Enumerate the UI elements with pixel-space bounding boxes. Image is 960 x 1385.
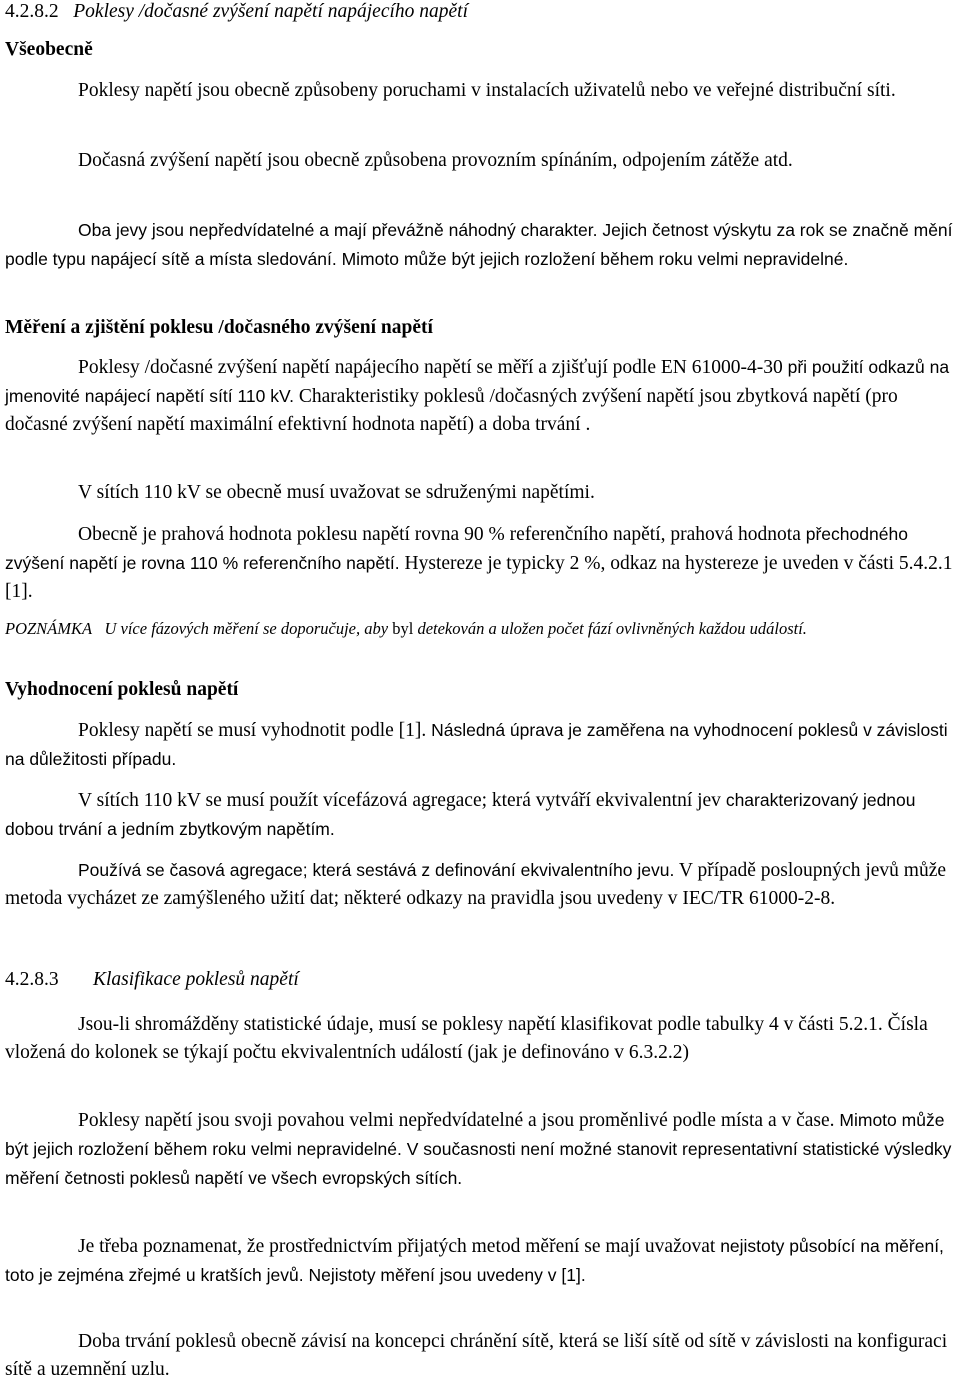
paragraph-classification-2: Poklesy napětí jsou svoji povahou velmi nepředvídatelné a jsou proměnlivé podle místa a v čase. Mimoto může být jejich rozložení během roku velmi nepravidelné. V současnosti není možné stanovit representativní statistické výsledky měření četnosti poklesů napětí ve všech evropských sítích. bbox=[5, 1110, 952, 1188]
section-number: 4.2.8.2 bbox=[5, 1, 59, 22]
paragraph-classification-3: Je třeba poznamenat, že prostřednictvím přijatých metod měření se mají uvažovat nejistoty působící na měření, toto je zejména zřejmé u kratších jevů. Nejistoty měření jsou uvedeny v [1]. bbox=[5, 1236, 944, 1285]
note-label: POZNÁMKA bbox=[5, 619, 93, 638]
section-number: 4.2.8.3 bbox=[5, 969, 59, 990]
paragraph-measurement-2: V sítích 110 kV se obecně musí uvažovat se sdruženými napětími. bbox=[78, 482, 595, 503]
paragraph-classification-4: Doba trvání poklesů obecně závisí na koncepci chránění sítě, která se liší sítě od sítě v závislosti na konfiguraci sítě a uzemnění uzlu. bbox=[5, 1331, 948, 1380]
heading-measurement: Měření a zjištění poklesu /dočasného zvýšení napětí bbox=[5, 317, 433, 338]
paragraph-evaluation-2: V sítích 110 kV se musí použít vícefázová agregace; která vytváří ekvivalentní jev charakterizovaný jednou dobou trvání a jedním zbytkovým napětím. bbox=[5, 790, 916, 839]
paragraph-general-2: Dočasná zvýšení napětí jsou obecně způsobena provozním spínáním, odpojením zátěže atd. bbox=[78, 150, 793, 171]
section-heading-4-2-8-3 bbox=[5, 966, 955, 994]
note: POZNÁMKA U více fázových měření se doporučuje, aby byl detekován a uložen počet fází ovlivněných každou událostí. bbox=[5, 619, 807, 638]
section-title: Poklesy /dočasné zvýšení napětí napájecího napětí bbox=[73, 1, 469, 22]
paragraph-general-3: Oba jevy jsou nepředvídatelné a mají převážně náhodný charakter. Jejich četnost výskytu za rok se značně mění podle typu napájecí sítě a místa sledování. Mimoto může být jejich rozložení během roku velmi nepravidelné. bbox=[5, 220, 953, 269]
paragraph-general-1: Poklesy napětí jsou obecně způsobeny poruchami v instalacích uživatelů nebo ve veřejné distribuční síti. bbox=[78, 80, 896, 101]
paragraph-measurement-1: Poklesy /dočasné zvýšení napětí napájecího napětí se měří a zjišťují podle EN 61000-4-30 při použití odkazů na jmenovité napájecí napětí sítí 110 kV. Charakteristiky poklesů /dočasných zvýšení napětí jsou zbytková napětí (pro dočasné zvýšení napětí maximální efektivní hodnota napětí) a doba trvání . bbox=[5, 357, 950, 435]
paragraph-measurement-3: Obecně je prahová hodnota poklesu napětí rovna 90 % referenčního napětí, prahová hodnota přechodného zvýšení napětí je rovna 110 % referenčního napětí. Hystereze je typicky 2 %, odkaz na hystereze je uveden v části 5.4.2.1 [1]. bbox=[5, 524, 953, 602]
paragraph-evaluation-3: Používá se časová agregace; která sestává z definování ekvivalentního jevu. V případě posloupných jevů může metoda vycházet ze zamýšleného užití dat; některé odkazy na pravidla jsou uvedeny v IEC/TR 61000-2-8. bbox=[5, 860, 947, 909]
paragraph-classification-1: Jsou-li shromážděny statistické údaje, musí se poklesy napětí klasifikovat podle tabulky 4 v části 5.2.1. Čísla vložená do kolonek se týkají počtu ekvivalentních událostí (jak je definováno v 6.3.2.2) bbox=[5, 1014, 928, 1063]
heading-general: Všeobecně bbox=[5, 39, 93, 60]
heading-evaluation: Vyhodnocení poklesů napětí bbox=[5, 679, 239, 700]
paragraph-evaluation-1: Poklesy napětí se musí vyhodnotit podle [1]. Následná úprava je zaměřena na vyhodnocení poklesů v závislosti na důležitosti případu. bbox=[5, 720, 948, 769]
section-title: Klasifikace poklesů napětí bbox=[93, 969, 299, 990]
section-heading-4-2-8-2 bbox=[5, 0, 955, 26]
